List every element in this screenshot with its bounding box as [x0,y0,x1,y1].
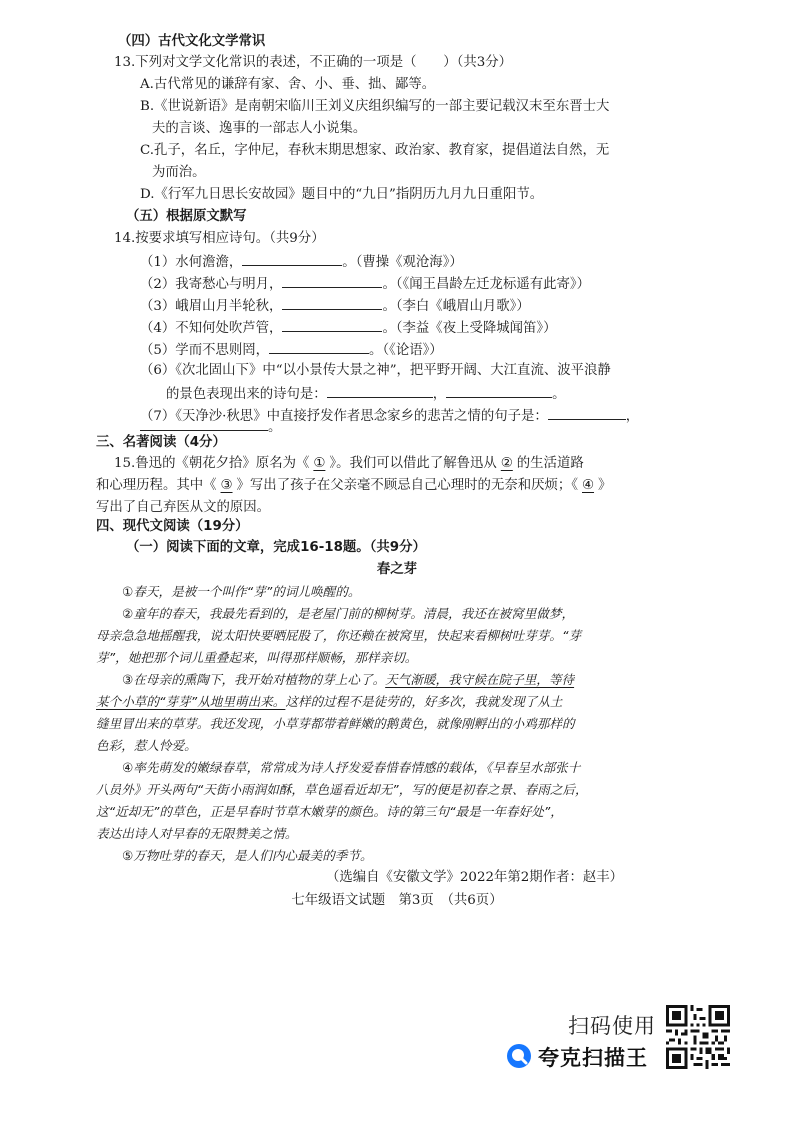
q14-item-6-prompt: 的景色表现出来的诗句是： [166,387,327,402]
q13-option-c-line2: 为而治。 [152,165,206,180]
part-one-instruction: （一）阅读下面的文章，完成16-18题。（共9分） [126,540,426,555]
blank-2[interactable]: ② [500,456,513,471]
q14-item-4-prompt: （4）不知何处吹芦管， [140,321,283,336]
article-paragraph-5: ⑤万物吐芽的春天，是人们内心最美的季节。 [122,848,373,863]
q14-item-7-prompt: （7）《天净沙·秋思》中直接抒发作者思念家乡的悲苦之情的句子是： [140,409,548,424]
qr-code-icon[interactable] [666,1005,730,1069]
section-heading-classics: 三、名著阅读（4分） [96,435,226,450]
article-paragraph-3-line1 [122,672,574,687]
q13-option-a: A.古代常见的谦辞有家、舍、小、垂、拙、鄙等。 [140,77,436,92]
q14-item-2-source: 。（《闻王昌龄左迁龙标遥有此寄》） [382,277,590,292]
q15-text-2a: 和心理历程。其中《 [96,478,217,493]
paragraph-3-text-continued: 这样的过程不是徒劳的，好多次，我就发现了从土 [285,694,563,709]
blank-1[interactable]: ① [313,456,326,471]
quark-logo-icon [506,1043,532,1069]
answer-blank[interactable] [282,275,382,288]
q14-item-2 [140,275,590,293]
q15-line1 [114,456,584,472]
answer-blank[interactable] [446,385,552,398]
answer-blank[interactable] [269,341,369,354]
answer-blank[interactable] [140,418,268,431]
q15-text-1b: 》。我们可以借此了解鲁迅从 [329,456,497,471]
q14-item-5-source: 。（《论语》） [369,343,443,358]
q14-item-5-prompt: （5）学而不思则罔， [140,343,270,358]
q15-text-2b: 》写出了孩子在父亲毫不顾忌自己心理时的无奈和厌烦；《 [236,478,578,493]
q13-option-b-line2: 夫的言谈、逸事的一部志人小说集。 [152,121,367,136]
article-paragraph-3-line4: 色彩，惹人怜爱。 [96,738,197,753]
q14-item-4 [140,319,557,337]
q15-line2 [96,478,611,494]
answer-blank[interactable] [282,297,382,310]
answer-blank[interactable] [327,385,433,398]
scan-to-use-label: 扫码使用 [568,1014,656,1038]
q14-item-7-line2 [140,418,281,436]
article-paragraph-4-line2: 八员外》开头两句“天街小雨润如酥，草色遥看近却无”，写的便是初春之景、春雨之后， [96,782,588,797]
section-heading-recitation: （五）根据原文默写 [126,209,247,224]
q14-item-6-comma: ， [432,387,447,402]
blank-4[interactable]: ④ [582,478,595,493]
underlined-sentence-part2: 某个小草的“芽芽”从地里萌出来。 [96,694,286,709]
q14-item-3-source: 。（李白《峨眉山月歌》） [382,299,530,314]
q14-item-3-prompt: （3）峨眉山月半轮秋， [140,299,283,314]
q14-item-4-source: 。（李益《夜上受降城闻笛》） [382,321,557,336]
article-paragraph-2-line3: 芽”，她把那个词儿重叠起来，叫得那样顺畅，那样亲切。 [96,650,418,665]
underlined-sentence-part1: 天气渐暖，我守候在院子里，等待 [385,672,575,687]
scanner-watermark [500,1005,740,1075]
q15-text-1c: 的生活道路 [516,456,584,471]
article-source: （选编自《安徽文学》2022年第2期作者：赵丰） [326,870,624,885]
blank-3[interactable]: ③ [220,478,233,493]
q14-item-2-prompt: （2）我寄愁心与明月， [140,277,283,292]
article-paragraph-4-line3: 这“近却无”的草色，正是早春时节草木嫩芽的颜色。诗的第三句“最是一年春好处”， [96,804,563,819]
page-footer: 七年级语文试题 第3页 （共6页） [291,893,503,908]
q13-option-c-line1: C.孔子，名丘，字仲尼，春秋末期思想家、政治家、教育家，提倡道法自然，无 [140,143,610,158]
q14-item-1-source: 。（曹操《观沧海》） [342,255,463,270]
q13-option-d: D.《行军九日思长安故园》题目中的“九日”指阴历九月九日重阳节。 [140,187,544,202]
q14-item-7-period: 。 [268,420,282,435]
scanner-brand-name: 夸克扫描王 [538,1046,648,1070]
article-paragraph-2-line2: 母亲急急地摇醒我，说太阳快要晒屁股了，你还赖在被窝里，快起来看柳树吐芽芽。“芽 [96,628,582,643]
section-heading-modern-reading: 四、现代文阅读（19分） [96,519,249,534]
q14-item-6-line2 [166,385,565,403]
q14-item-7-comma: ， [625,409,640,424]
article-paragraph-3-line2 [96,694,562,709]
q14-item-3 [140,297,530,315]
answer-blank[interactable] [548,407,626,420]
article-paragraph-2-line1: ②童年的春天，我最先看到的，是老屋门前的柳树芽。清晨，我还在被窝里做梦， [122,606,575,621]
q15-text-2c: 》 [598,478,612,493]
q14-stem: 14.按要求填写相应诗句。（共9分） [114,231,325,246]
q15-line3: 写出了自己弃医从文的原因。 [96,500,271,515]
q14-item-1 [140,253,463,271]
article-paragraph-3-line3: 缝里冒出来的草芽。我还发现，小草芽都带着鲜嫩的鹅黄色，就像刚孵出的小鸡那样的 [96,716,575,731]
q13-stem: 13.下列对文学文化常识的表述，不正确的一项是（ ）（共3分） [114,55,513,70]
q14-item-5 [140,341,443,359]
article-paragraph-4-line4: 表达出诗人对早春的无限赞美之情。 [96,826,298,841]
article-paragraph-1: ①春天，是被一个叫作“芽”的词儿唤醒的。 [122,584,361,599]
paragraph-3-text: ③在母亲的熏陶下，我开始对植物的芽上心了。 [122,672,386,687]
q14-item-6-period: 。 [552,387,566,402]
answer-blank[interactable] [282,319,382,332]
section-heading-culture: （四）古代文化文学常识 [118,34,266,49]
article-paragraph-4-line1: ④率先萌发的嫩绿春草，常常成为诗人抒发爱春惜春情感的载体，《早春呈水部张十 [122,760,581,775]
q13-option-b-line1: B.《世说新语》是南朝宋临川王刘义庆组织编写的一部主要记载汉末至东晋士大 [140,99,610,114]
q14-item-6-line1: （6）《次北固山下》中“以小景传大景之神”，把平野开阔、大江直流、波平浪静 [140,363,611,378]
q14-item-1-prompt: （1）水何澹澹， [140,255,243,270]
article-title: 春之芽 [376,562,418,577]
q15-text-1a: 15.鲁迅的《朝花夕拾》原名为《 [114,456,310,471]
answer-blank[interactable] [242,253,342,266]
